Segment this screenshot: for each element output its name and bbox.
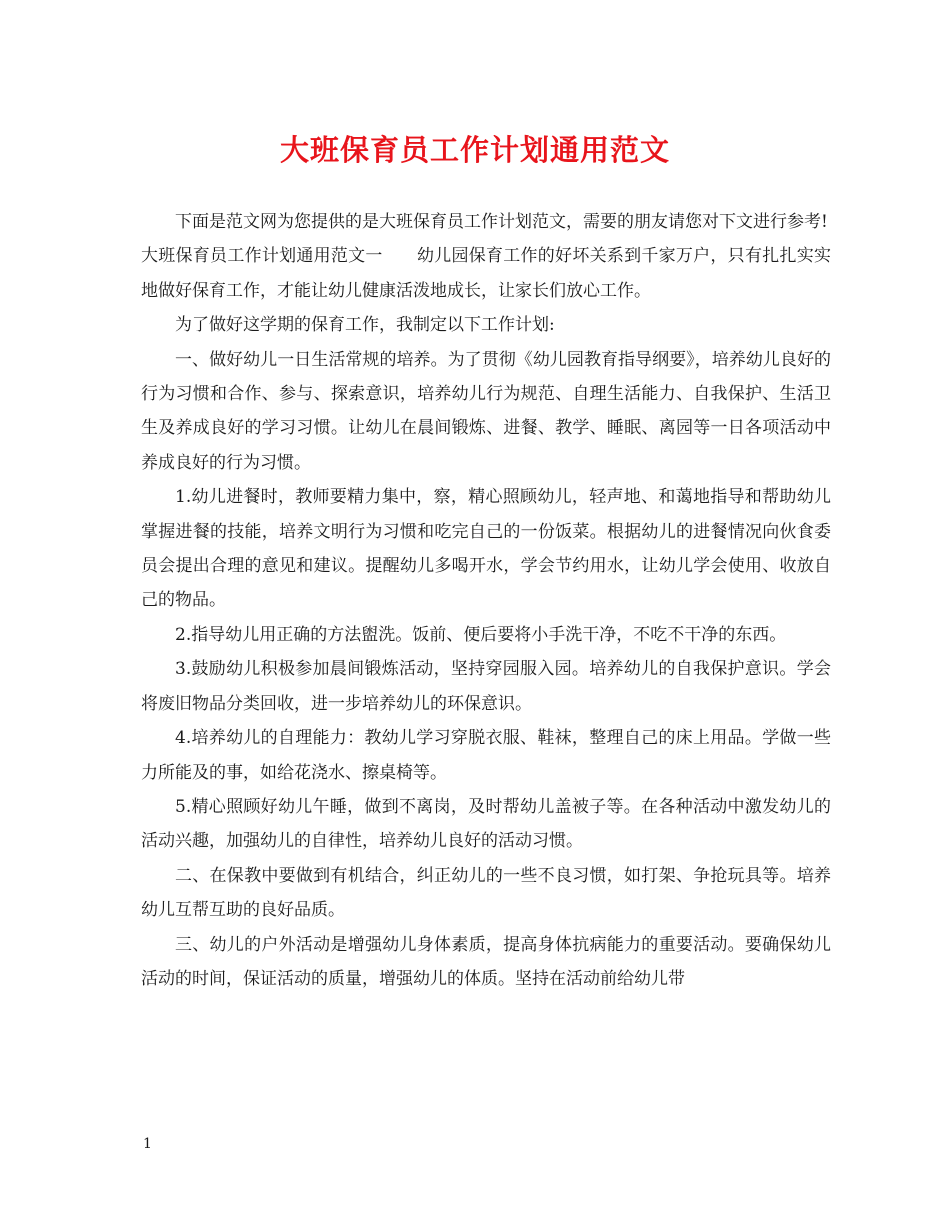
paragraph: 5.精心照顾好幼儿午睡，做到不离岗，及时帮幼儿盖被子等。在各种活动中激发幼儿的活动兴趣，加强幼儿的自律性，培养幼儿良好的活动习惯。 bbox=[141, 796, 831, 852]
page-number: 1 bbox=[143, 1136, 152, 1152]
paragraph: 一、做好幼儿一日生活常规的培养。为了贯彻《幼儿园教育指导纲要》，培养幼儿良好的行为习惯和合作、参与、探索意识，培养幼儿行为规范、自理生活能力、自我保护、生活卫生及养成良好的学习习惯。让幼儿在晨间锻炼、进餐、教学、睡眠、离园等一日各项活动中养成良好的行为习惯。 bbox=[141, 349, 831, 473]
document-title: 大班保育员工作计划通用范文 bbox=[279, 133, 670, 167]
paragraph: 4.培养幼儿的自理能力：教幼儿学习穿脱衣服、鞋袜，整理自己的床上用品。学做一些力所能及的事，如给花浇水、擦桌椅等。 bbox=[141, 728, 831, 783]
paragraph: 二、在保教中要做到有机结合，纠正幼儿的一些不良习惯，如打架、争抢玩具等。培养幼儿互帮互助的良好品质。 bbox=[141, 865, 831, 921]
paragraph: 3.鼓励幼儿积极参加晨间锻炼活动，坚持穿园服入园。培养幼儿的自我保护意识。学会将废旧物品分类回收，进一步培养幼儿的环保意识。 bbox=[141, 659, 831, 714]
section-heading: 大班保育员工作计划通用范文一 bbox=[141, 246, 383, 267]
paragraph: 1.幼儿进餐时，教师要精力集中，察，精心照顾幼儿，轻声地、和蔼地指导和帮助幼儿掌握进餐的技能，培养文明行为习惯和吃完自己的一份饭菜。根据幼儿的进餐情况向伙食委员会提出合理的意见和建议。提醒幼儿多喝开水，学会节约用水，让幼儿学会使用、收放自己的物品。 bbox=[141, 487, 831, 611]
paragraph: 三、幼儿的户外活动是增强幼儿身体素质，提高身体抗病能力的重要活动。要确保幼儿活动的时间，保证活动的质量，增强幼儿的体质。坚持在活动前给幼儿带 bbox=[141, 934, 831, 989]
section-first-paragraph bbox=[141, 239, 831, 308]
paragraph: 2.指导幼儿用正确的方法盥洗。饭前、便后要将小手洗干净，不吃不干净的东西。 bbox=[175, 624, 787, 645]
section-first-paragraph-text: 幼儿园保育工作的好坏关系到千家万户，只有扎扎实实地做好保育工作，才能让幼儿健康活泼地成长，让家长们放心工作。 bbox=[141, 246, 832, 301]
document-body bbox=[141, 205, 831, 996]
paragraph: 为了做好这学期的保育工作，我制定以下工作计划: bbox=[175, 315, 555, 336]
intro-paragraph: 下面是范文网为您提供的是大班保育员工作计划范文，需要的朋友请您对下文进行参考! bbox=[175, 212, 828, 232]
